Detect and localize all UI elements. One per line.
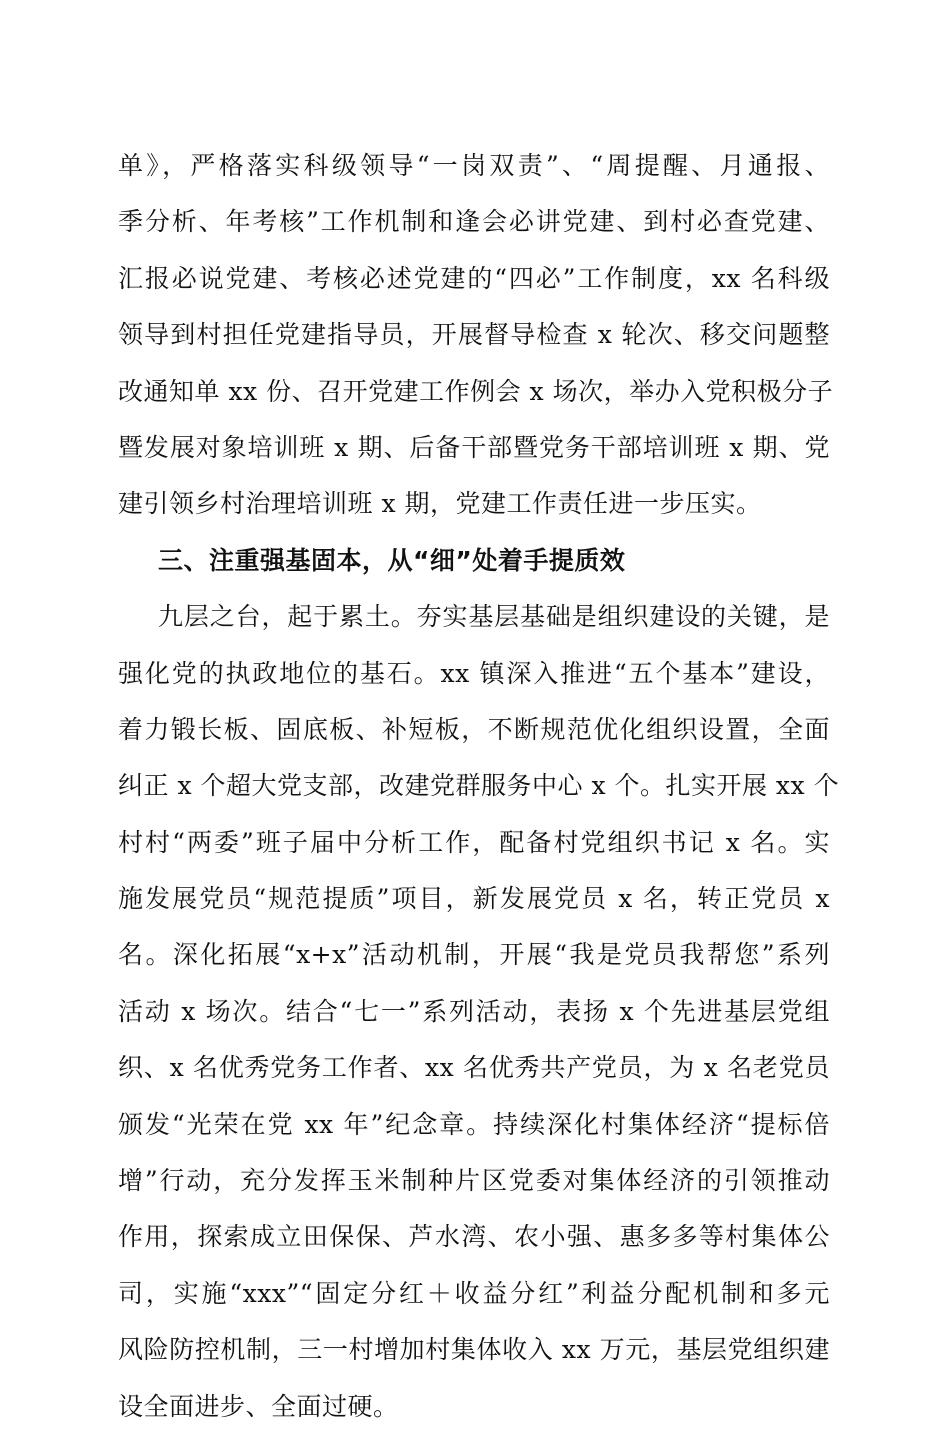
- text-line: 名。深化拓展“x+x”活动机制，开展“我是党员我帮您”系列: [118, 940, 830, 970]
- text-line: 暨发展对象培训班 x 期、后备干部暨党务干部培训班 x 期、党: [118, 432, 830, 462]
- text-line: 司，实施“xxx”“固定分红＋收益分红”利益分配机制和多元: [118, 1278, 830, 1308]
- text-line: 颁发“光荣在党 xx 年”纪念章。持续深化村集体经济“提标倍: [118, 1109, 830, 1139]
- section-heading-3: 三、注重强基固本，从“细”处着手提质效: [158, 545, 626, 575]
- text-line: 村村“两委”班子届中分析工作，配备村党组织书记 x 名。实: [118, 827, 830, 857]
- text-line: 施发展党员“规范提质”项目，新发展党员 x 名，转正党员 x: [118, 884, 830, 914]
- text-line: 着力锻长板、固底板、补短板，不断规范优化组织设置，全面: [118, 714, 830, 744]
- text-line: 设全面进步、全面过硬。: [118, 1391, 399, 1421]
- text-line: 建引领乡村治理培训班 x 期，党建工作责任进一步压实。: [118, 489, 762, 519]
- text-line: 活动 x 场次。结合“七一”系列活动，表扬 x 个先进基层党组: [118, 996, 830, 1026]
- paragraph-grassroots-foundation: [118, 589, 840, 1435]
- text-line: 纠正 x 个超大党支部，改建党群服务中心 x 个。扎实开展 xx 个: [118, 771, 840, 801]
- text-line: 单》，严格落实科级领导“一岗双责”、“周提醒、月通报、: [118, 151, 830, 180]
- document-body: [118, 138, 840, 1435]
- text-line: 织、x 名优秀党务工作者、xx 名优秀共产党员，为 x 名老党员: [118, 1053, 830, 1083]
- paragraph-party-responsibility: [118, 138, 834, 533]
- text-line: 九层之台，起于累土。夯实基层基础是组织建设的关键，是: [158, 602, 830, 632]
- text-line: 季分析、年考核”工作机制和逢会必讲党建、到村必查党建、: [118, 207, 830, 237]
- text-line: 领导到村担任党建指导员，开展督导检查 x 轮次、移交问题整: [118, 320, 830, 350]
- text-line: 改通知单 xx 份、召开党建工作例会 x 场次，举办入党积极分子: [118, 376, 834, 406]
- text-line: 增”行动，充分发挥玉米制种片区党委对集体经济的引领推动: [118, 1166, 830, 1196]
- text-line: 汇报必说党建、考核必述党建的“四必”工作制度，xx 名科级: [118, 263, 830, 293]
- text-line: 风险防控机制，三一村增加村集体收入 xx 万元，基层党组织建: [118, 1335, 830, 1365]
- text-line: 强化党的执政地位的基石。xx 镇深入推进“五个基本”建设，: [118, 658, 830, 688]
- text-line: 作用，探索成立田保保、芦水湾、农小强、惠多多等村集体公: [118, 1222, 830, 1252]
